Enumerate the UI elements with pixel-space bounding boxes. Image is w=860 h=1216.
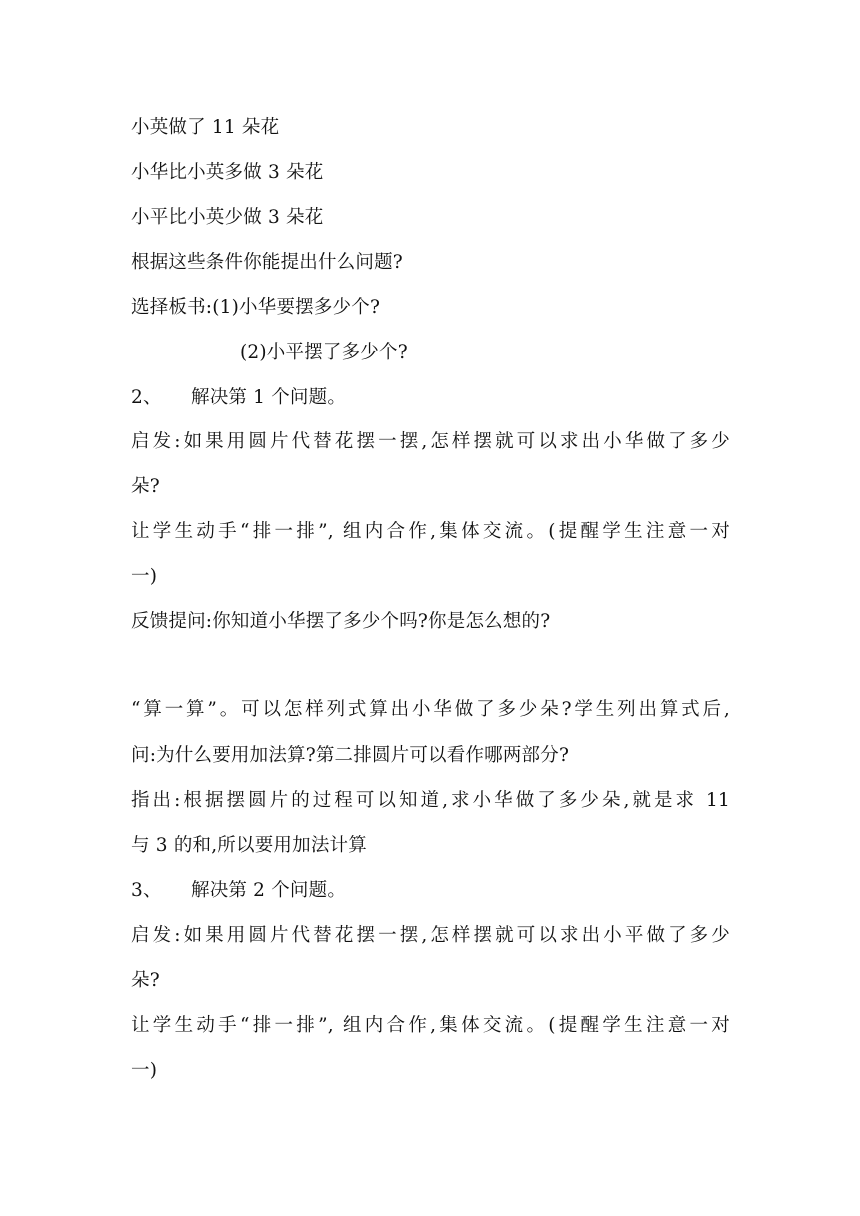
text-line-10: 让学生动手“排一排”, 组内合作,集体交流。(提醒学生注意一对 bbox=[131, 521, 730, 542]
text-line-13: “算一算”。可以怎样列式算出小华做了多少朵?学生列出算式后, bbox=[131, 699, 730, 720]
step-number: 3、 bbox=[131, 880, 162, 901]
text-line-2: 小华比小英多做 3 朵花 bbox=[131, 162, 324, 183]
text-line-8: 启发:如果用圆片代替花摆一摆,怎样摆就可以求出小华做了多少 bbox=[131, 431, 730, 452]
step-number: 2、 bbox=[131, 387, 162, 408]
text-line-11: 一) bbox=[131, 566, 158, 587]
text-line-6: (2)小平摆了多少个? bbox=[240, 342, 408, 363]
text-line-4: 根据这些条件你能提出什么问题? bbox=[131, 252, 403, 273]
text-line-12: 反馈提问:你知道小华摆了多少个吗?你是怎么想的? bbox=[131, 611, 551, 632]
step-title: 解决第 2 个问题。 bbox=[191, 880, 347, 901]
text-line-3: 小平比小英少做 3 朵花 bbox=[131, 207, 324, 228]
text-line-14: 问:为什么要用加法算?第二排圆片可以看作哪两部分? bbox=[131, 745, 570, 766]
text-line-20: 让学生动手“排一排”, 组内合作,集体交流。(提醒学生注意一对 bbox=[131, 1015, 730, 1036]
text-line-15: 指出:根据摆圆片的过程可以知道,求小华做了多少朵,就是求 11 bbox=[131, 790, 730, 811]
step-3-heading bbox=[131, 878, 731, 904]
text-line-19: 朵? bbox=[131, 970, 160, 991]
text-line-16: 与 3 的和,所以要用加法计算 bbox=[131, 835, 367, 856]
text-line-18: 启发:如果用圆片代替花摆一摆,怎样摆就可以求出小平做了多少 bbox=[131, 925, 730, 946]
step-title: 解决第 1 个问题。 bbox=[191, 387, 347, 408]
step-2-heading bbox=[131, 385, 731, 411]
text-line-9: 朵? bbox=[131, 476, 160, 497]
text-line-21: 一) bbox=[131, 1060, 158, 1081]
text-line-1: 小英做了 11 朵花 bbox=[131, 117, 280, 138]
text-line-5: 选择板书:(1)小华要摆多少个? bbox=[131, 297, 381, 318]
